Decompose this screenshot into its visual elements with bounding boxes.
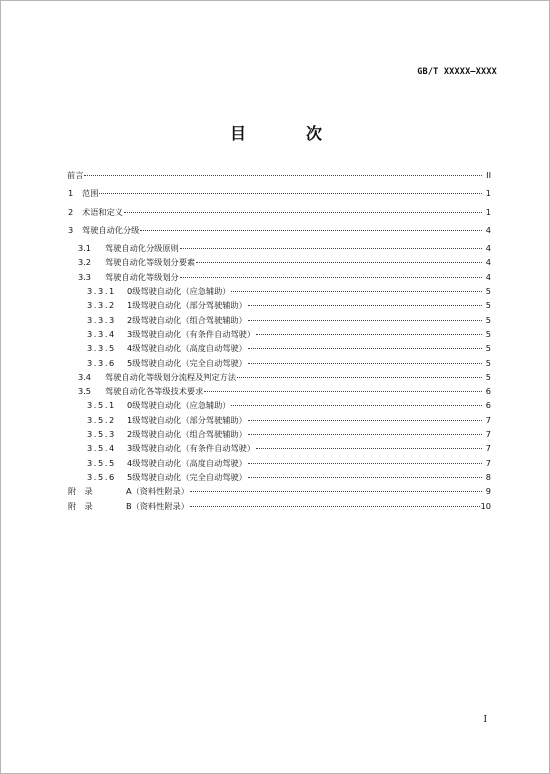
- dot-leader: [196, 262, 482, 263]
- toc-entry-label: 前言: [67, 170, 84, 180]
- toc-entry-page: 6: [485, 400, 491, 411]
- toc-entry-page: 4: [485, 224, 491, 235]
- toc-entry[interactable]: [67, 370, 491, 384]
- toc-entry-number: 3.5.5: [87, 457, 116, 468]
- toc-entry-label: 驾驶自动化等级划分流程及判定方法: [105, 371, 237, 382]
- toc-entry[interactable]: [67, 499, 491, 513]
- toc-entry-label: 0级驾驶自动化（应急辅助）: [127, 286, 231, 297]
- toc-entry-page: 5: [485, 286, 491, 297]
- toc-entry-page: 4: [485, 243, 491, 254]
- toc-entry-label: 1级驾驶自动化（部分驾驶辅助）: [127, 414, 247, 425]
- page-number: I: [483, 715, 487, 725]
- toc-entry-number: 3.5.2: [87, 414, 116, 425]
- toc-entry-number: 3.3.5: [87, 343, 116, 354]
- toc-entry[interactable]: [67, 470, 491, 484]
- toc-entry-label: B（资料性附录）: [126, 500, 189, 511]
- toc-entry-label: 5级驾驶自动化（完全自动驾驶）: [127, 357, 247, 368]
- toc-entry-page: II: [486, 170, 491, 180]
- toc-entry-number: 3.3: [78, 271, 92, 282]
- toc-entry-number: 3.3.6: [87, 357, 116, 368]
- toc-entry-label: 驾驶自动化分级原则: [105, 243, 179, 254]
- toc-entry-page: 5: [485, 314, 491, 325]
- toc-entry[interactable]: [67, 327, 491, 341]
- dot-leader: [248, 363, 482, 364]
- toc-entry-page: 4: [485, 271, 491, 282]
- toc-entry-number: 3.5.3: [87, 429, 116, 440]
- dot-leader: [248, 348, 482, 349]
- toc-entry-label: A（资料性附录）: [126, 486, 189, 497]
- toc-entry[interactable]: [67, 270, 491, 284]
- toc-entry[interactable]: [67, 205, 491, 219]
- dot-leader: [248, 463, 482, 464]
- toc-entry-number: 2: [68, 206, 74, 217]
- toc-entry-label: 2级驾驶自动化（组合驾驶辅助）: [127, 429, 247, 440]
- toc-entry[interactable]: [67, 398, 491, 412]
- toc-entry-number: 3.5: [78, 386, 92, 397]
- toc-entry-number: 附 录: [68, 486, 93, 497]
- toc-entry-label: 驾驶自动化等级划分: [105, 271, 179, 282]
- dot-leader: [204, 391, 482, 392]
- toc-entry[interactable]: [67, 298, 491, 312]
- toc-entry-label: 3级驾驶自动化（有条件自动驾驶）: [127, 328, 256, 339]
- dot-leader: [190, 491, 482, 492]
- toc-entry-label: 驾驶自动化分级: [82, 224, 140, 235]
- dot-leader: [180, 277, 482, 278]
- toc-entry-page: 1: [485, 206, 491, 217]
- toc-entry-label: 5级驾驶自动化（完全自动驾驶）: [127, 471, 247, 482]
- toc-entry-page: 1: [485, 188, 491, 199]
- toc-entry-page: 7: [485, 414, 491, 425]
- toc-entry-number: 3.3.2: [87, 300, 116, 311]
- toc-entry-number: 1: [68, 188, 74, 199]
- dot-leader: [231, 405, 482, 406]
- dot-leader: [140, 230, 482, 231]
- toc-entry-number: 3.5.4: [87, 443, 116, 454]
- toc-entry-number: 3.3.1: [87, 286, 116, 297]
- table-of-contents: [67, 168, 491, 513]
- toc-entry-label: 术语和定义: [82, 206, 123, 217]
- toc-entry[interactable]: [67, 356, 491, 370]
- dot-leader: [237, 377, 482, 378]
- toc-entry-number: 附 录: [68, 500, 93, 511]
- toc-entry-label: 0级驾驶自动化（应急辅助）: [127, 400, 231, 411]
- dot-leader: [180, 248, 482, 249]
- toc-entry-label: 4级驾驶自动化（高度自动驾驶）: [127, 343, 247, 354]
- dot-leader: [248, 434, 482, 435]
- dot-leader: [248, 477, 482, 478]
- toc-entry-page: 10: [480, 500, 491, 511]
- toc-entry-number: 3.3.4: [87, 328, 116, 339]
- toc-entry-label: 驾驶自动化等级划分要素: [105, 257, 196, 268]
- toc-entry[interactable]: [67, 168, 491, 182]
- toc-entry[interactable]: [67, 441, 491, 455]
- toc-entry[interactable]: [67, 313, 491, 327]
- toc-entry-label: 3级驾驶自动化（有条件自动驾驶）: [127, 443, 256, 454]
- toc-entry[interactable]: [67, 427, 491, 441]
- toc-entry[interactable]: [67, 456, 491, 470]
- dot-leader: [190, 506, 480, 507]
- dot-leader: [124, 212, 482, 213]
- toc-entry-label: 2级驾驶自动化（组合驾驶辅助）: [127, 314, 247, 325]
- toc-entry-page: 4: [485, 257, 491, 268]
- toc-entry[interactable]: [67, 223, 491, 237]
- toc-entry[interactable]: [67, 384, 491, 398]
- toc-entry[interactable]: [67, 484, 491, 498]
- toc-entry-label: 驾驶自动化各等级技术要求: [105, 386, 204, 397]
- toc-entry-number: 3.5.1: [87, 400, 116, 411]
- toc-entry[interactable]: [67, 413, 491, 427]
- dot-leader: [248, 420, 482, 421]
- toc-entry[interactable]: [67, 241, 491, 255]
- standard-code: GB/T XXXXX—XXXX: [417, 67, 497, 77]
- toc-entry-number: 3: [68, 224, 74, 235]
- toc-entry-label: 1级驾驶自动化（部分驾驶辅助）: [127, 300, 247, 311]
- toc-entry-label: 范围: [82, 188, 99, 199]
- toc-entry[interactable]: [67, 255, 491, 269]
- toc-entry-number: 3.2: [78, 257, 92, 268]
- toc-entry-page: 6: [485, 386, 491, 397]
- dot-leader: [231, 291, 482, 292]
- toc-entry[interactable]: [67, 341, 491, 355]
- dot-leader: [84, 175, 482, 176]
- toc-entry-page: 7: [485, 443, 491, 454]
- dot-leader: [248, 305, 482, 306]
- toc-entry-page: 5: [485, 343, 491, 354]
- toc-entry-page: 5: [485, 357, 491, 368]
- toc-entry-label: 4级驾驶自动化（高度自动驾驶）: [127, 457, 247, 468]
- dot-leader: [256, 448, 482, 449]
- toc-entry-number: 3.4: [78, 371, 92, 382]
- toc-entry-number: 3.3.3: [87, 314, 116, 325]
- toc-entry-page: 5: [485, 371, 491, 382]
- toc-entry-page: 7: [485, 457, 491, 468]
- toc-entry-page: 5: [485, 328, 491, 339]
- dot-leader: [248, 320, 482, 321]
- toc-entry-number: 3.5.6: [87, 471, 116, 482]
- dot-leader: [99, 193, 482, 194]
- toc-entry[interactable]: [67, 186, 491, 200]
- page-title: 目 次: [229, 124, 344, 143]
- toc-entry-number: 3.1: [78, 243, 92, 254]
- toc-entry-page: 9: [485, 486, 491, 497]
- toc-entry-page: 7: [485, 429, 491, 440]
- toc-entry-page: 5: [485, 300, 491, 311]
- toc-entry-page: 8: [485, 471, 491, 482]
- toc-entry[interactable]: [67, 284, 491, 298]
- dot-leader: [256, 334, 482, 335]
